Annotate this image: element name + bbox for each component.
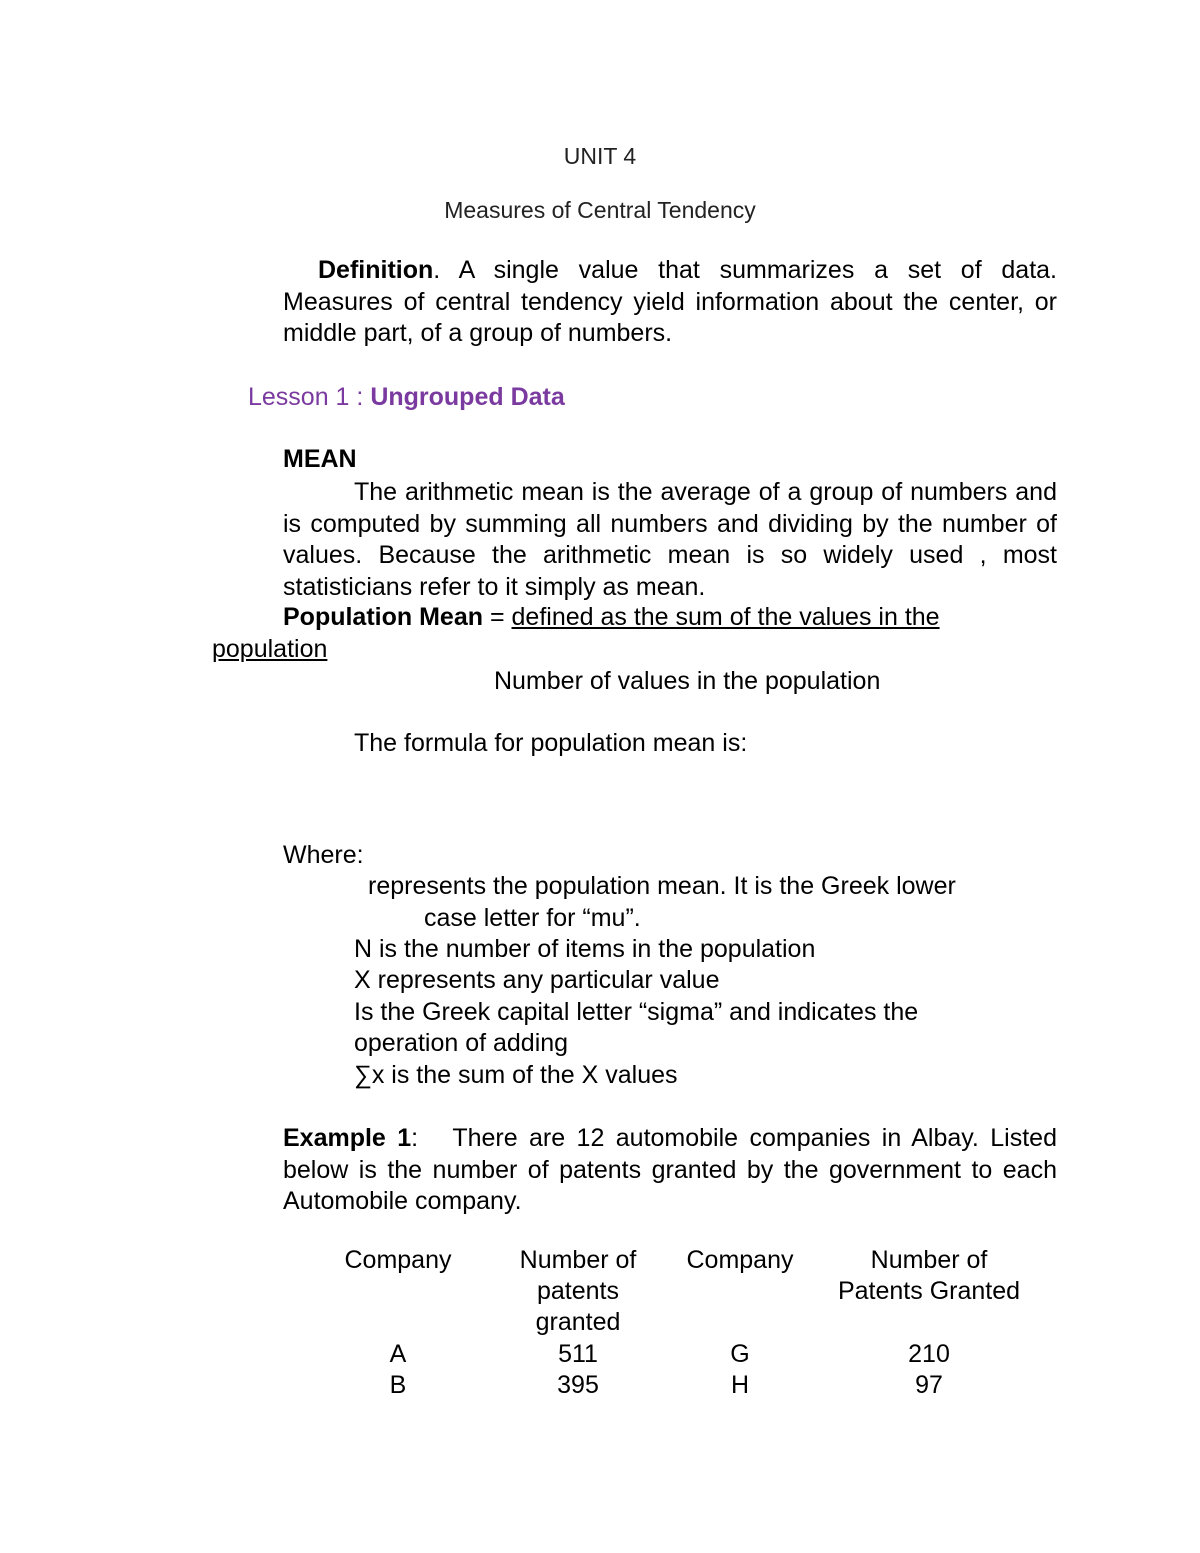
table-cell: 395 [557,1371,599,1399]
table-cell: 210 [908,1340,950,1368]
lesson-title: Ungrouped Data [370,383,565,411]
table-header: Company [344,1246,452,1274]
table-header: Number of patents granted [519,1246,637,1336]
where-label: Where: [283,841,364,869]
unit-title: UNIT 4 [563,143,637,169]
numerator-continuation: population [212,635,328,663]
n-description: N is the number of items in the population [354,935,816,963]
formula-intro: The formula for population mean is: [354,729,748,757]
lesson-prefix: Lesson 1 : [248,383,364,411]
table-cell: 511 [558,1340,598,1368]
table-cell: B [389,1371,407,1399]
denominator-text: Number of values in the population [494,667,881,695]
table-cell: H [730,1371,750,1399]
definition-paragraph [283,255,1057,350]
sum-description: ∑x is the sum of the X values [354,1061,678,1089]
page-subtitle: Measures of Central Tendency [444,197,756,223]
table-header: Number of Patents Granted [837,1246,1021,1305]
population-mean-definition [283,602,940,633]
sigma-description-continued: operation of adding [354,1029,569,1057]
mean-heading: MEAN [283,445,357,473]
example-text: There are 12 automobile companies in Albay. Listed below is the number of patents granted by the government to each Automobile company. [283,1124,1057,1215]
numerator-text: defined as the sum of the values in the [511,603,940,631]
table-cell: G [730,1340,750,1368]
definition-text: . A single value that summarizes a set of data. Measures of central tendency yield information about the center, or middle part, of a group of numbers. [283,256,1057,347]
sigma-description: Is the Greek capital letter “sigma” and indicates the [354,998,919,1026]
example-paragraph: Example 1: There are 12 automobile companies in Albay. Listed below is the number of patents granted by the government to each Automobile company. [283,1124,1057,1215]
table-cell: A [389,1340,407,1368]
equals-sign: = [489,603,505,631]
table-cell: 97 [915,1371,943,1399]
example-label: Example 1 [283,1124,412,1152]
table-header: Company [686,1246,794,1274]
x-description: X represents any particular value [354,966,720,994]
mu-description: represents the population mean. It is the Greek lower [368,872,956,900]
population-mean-label: Population Mean [283,603,483,631]
mean-paragraph: The arithmetic mean is the average of a group of numbers and is computed by summing all numbers and dividing by the number of values. Because the arithmetic mean is so widely used , most statisticians refer to it simply as mean. [283,478,1057,601]
lesson-heading [248,382,565,413]
mu-description-continued: case letter for “mu”. [424,904,641,932]
definition-term: Definition [318,256,434,284]
